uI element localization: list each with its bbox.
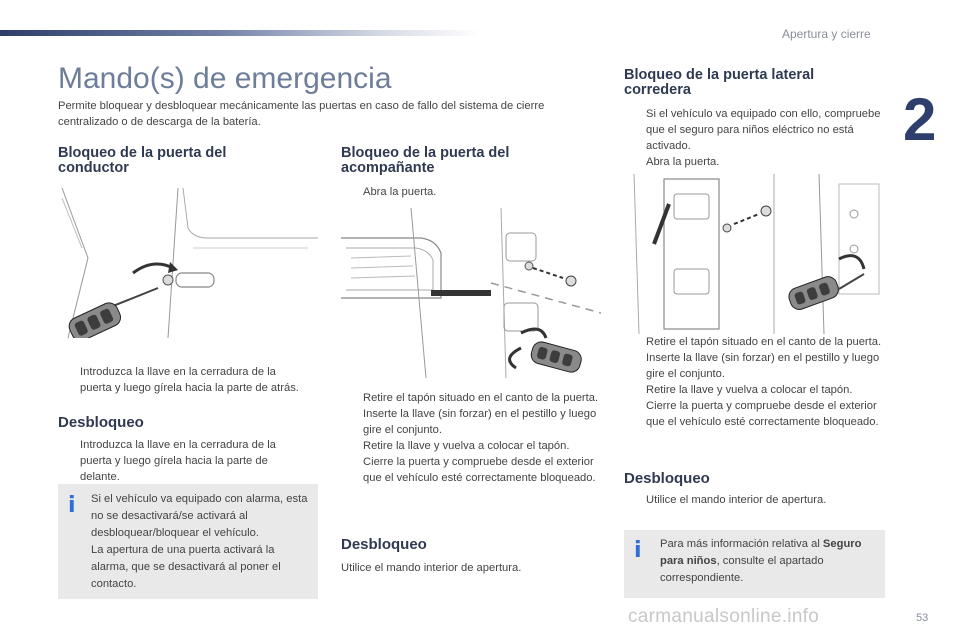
passenger-unlock-heading: Desbloqueo (341, 536, 427, 553)
sliding-lock-steps (624, 334, 886, 430)
list-item: Introduzca la llave en la cerradura de la puerta y luego gírela hacia la parte de delante. (80, 439, 276, 483)
child-lock-info-box (624, 530, 885, 598)
list-item: Retire la llave y vuelva a colocar el tapón. (363, 440, 570, 452)
passenger-open-step (341, 184, 601, 200)
list-item: Introduzca la llave en la cerradura de la puerta y luego gírela hacia la parte de atrás. (80, 366, 299, 394)
sliding-lock-heading: Bloqueo de la puerta lateral corredera (624, 67, 815, 98)
section-name: Apertura y cierre (782, 27, 871, 41)
list-item: Inserte la llave (sin forzar) en el pestillo y luego gire el conjunto. (646, 352, 880, 380)
watermark: carmanualsonline.info (628, 606, 820, 627)
list-item: Cierre la puerta y compruebe desde el exterior que el vehículo esté correctamente bloqueado. (646, 400, 879, 428)
passenger-lock-heading: Bloqueo de la puerta del acompañante (341, 145, 510, 176)
child-lock-reference: Seguro para niños (660, 538, 862, 567)
sliding-prep-steps (624, 106, 886, 170)
list-item: Abra la puerta. (646, 156, 720, 168)
list-item: Utilice el mando interior de apertura. (646, 494, 827, 506)
list-item: Abra la puerta. (363, 186, 437, 198)
passenger-door-illustration (341, 208, 601, 378)
driver-lock-steps (58, 364, 308, 396)
passenger-lock-steps (341, 390, 603, 486)
list-item: Retire el tapón situado en el canto de la puerta. (646, 336, 882, 348)
list-item: Inserte la llave (sin forzar) en el pestillo y luego gire el conjunto. (363, 408, 597, 436)
driver-unlock-steps (58, 437, 308, 485)
sliding-door-drawing (624, 174, 884, 334)
driver-door-illustration (58, 188, 318, 338)
passenger-unlock-text: Utilice el mando interior de apertura. (341, 562, 522, 574)
list-item: Retire la llave y vuelva a colocar el tapón. (646, 384, 853, 396)
alarm-info-box (58, 484, 318, 599)
header-bar (0, 30, 480, 36)
sliding-unlock-heading: Desbloqueo (624, 470, 710, 487)
child-lock-info-text: Para más información relativa al Seguro para niños, consulte el apartado correspondiente. (660, 538, 862, 584)
driver-door-drawing (58, 188, 318, 338)
sliding-unlock-steps (624, 492, 886, 508)
driver-lock-heading: Bloqueo de la puerta del conductor (58, 145, 227, 176)
sliding-door-illustration (624, 174, 884, 334)
info-icon: i (68, 493, 76, 518)
page-title: Mando(s) de emergencia (58, 62, 392, 95)
list-item: Retire el tapón situado en el canto de la puerta. (363, 392, 599, 404)
driver-unlock-heading: Desbloqueo (58, 414, 144, 431)
info-icon: i (634, 538, 642, 563)
list-item: Cierre la puerta y compruebe desde el exterior que el vehículo esté correctamente bloqueado. (363, 456, 596, 484)
alarm-info-text: Si el vehículo va equipado con alarma, esta no se desactivará/se activará al desbloquear/bloquear el vehículo. La apertura de una puerta activará la alarma, que se desactivará al poner el contacto. (91, 493, 308, 590)
passenger-door-drawing (341, 208, 601, 378)
list-item: Si el vehículo va equipado con ello, compruebe que el seguro para niños eléctrico no está activado. (646, 108, 881, 152)
intro-text: Permite bloquear y desbloquear mecánicamente las puertas en caso de fallo del sistema de cierre centralizado o de descarga de la batería. (58, 100, 545, 128)
page-number: 53 (916, 612, 929, 624)
chapter-number: 2 (903, 86, 937, 153)
